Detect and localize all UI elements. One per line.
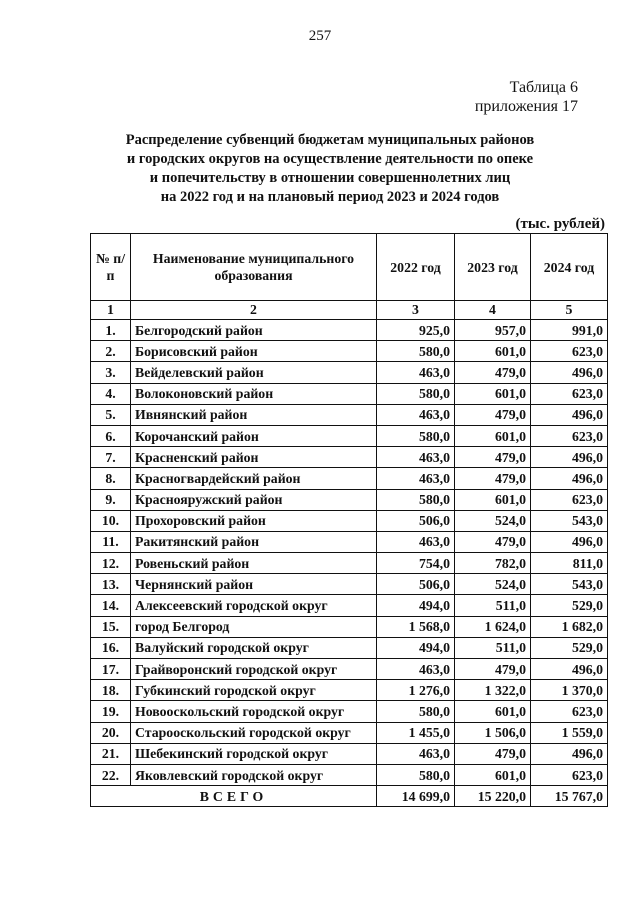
value-2024: 1 682,0 xyxy=(531,616,608,637)
municipality-name: Прохоровский район xyxy=(131,510,377,531)
municipality-name: Новооскольский городской округ xyxy=(131,701,377,722)
total-label: ВСЕГО xyxy=(91,786,377,807)
row-number: 22. xyxy=(91,764,131,785)
header-2022: 2022 год xyxy=(377,234,455,301)
value-2022: 506,0 xyxy=(377,510,455,531)
table-row xyxy=(91,553,608,574)
title-line: и попечительству в отношении совершеннолетних лиц xyxy=(149,170,511,186)
header-2024: 2024 год xyxy=(531,234,608,301)
column-number: 4 xyxy=(455,301,531,320)
table-row xyxy=(91,574,608,595)
table-row xyxy=(91,383,608,404)
column-number: 2 xyxy=(131,301,377,320)
row-number: 3. xyxy=(91,362,131,383)
row-number: 6. xyxy=(91,425,131,446)
value-2022: 580,0 xyxy=(377,383,455,404)
row-number: 5. xyxy=(91,404,131,425)
municipality-name: Ровеньский район xyxy=(131,553,377,574)
table-row xyxy=(91,341,608,362)
value-2022: 463,0 xyxy=(377,531,455,552)
table-reference-line: приложения 17 xyxy=(474,98,578,115)
municipality-name: Губкинский городской округ xyxy=(131,680,377,701)
column-numbers-row xyxy=(91,301,608,320)
row-number: 10. xyxy=(91,510,131,531)
value-2023: 957,0 xyxy=(455,320,531,341)
value-2024: 623,0 xyxy=(531,701,608,722)
value-2022: 463,0 xyxy=(377,468,455,489)
value-2024: 496,0 xyxy=(531,404,608,425)
table-row xyxy=(91,404,608,425)
table-row xyxy=(91,425,608,446)
table-row xyxy=(91,637,608,658)
value-2023: 601,0 xyxy=(455,425,531,446)
value-2023: 1 322,0 xyxy=(455,680,531,701)
value-2022: 580,0 xyxy=(377,701,455,722)
municipality-name: Краснояружский район xyxy=(131,489,377,510)
value-2022: 506,0 xyxy=(377,574,455,595)
subventions-table xyxy=(90,233,608,807)
total-2022: 14 699,0 xyxy=(377,786,455,807)
page-number: 257 xyxy=(308,28,332,44)
value-2023: 479,0 xyxy=(455,743,531,764)
value-2022: 494,0 xyxy=(377,637,455,658)
value-2023: 601,0 xyxy=(455,383,531,404)
municipality-name: Ракитянский район xyxy=(131,531,377,552)
row-number: 2. xyxy=(91,341,131,362)
table-row xyxy=(91,489,608,510)
table-row xyxy=(91,743,608,764)
value-2022: 580,0 xyxy=(377,764,455,785)
value-2023: 1 506,0 xyxy=(455,722,531,743)
row-number: 18. xyxy=(91,680,131,701)
table-row xyxy=(91,722,608,743)
value-2023: 524,0 xyxy=(455,574,531,595)
total-2024: 15 767,0 xyxy=(531,786,608,807)
value-2022: 925,0 xyxy=(377,320,455,341)
value-2022: 463,0 xyxy=(377,404,455,425)
value-2022: 494,0 xyxy=(377,595,455,616)
title-line: и городских округов на осуществление деятельности по опеке xyxy=(126,151,534,167)
municipality-name: Красненский район xyxy=(131,447,377,468)
row-number: 20. xyxy=(91,722,131,743)
value-2024: 496,0 xyxy=(531,362,608,383)
row-number: 21. xyxy=(91,743,131,764)
value-2022: 754,0 xyxy=(377,553,455,574)
municipality-name: Борисовский район xyxy=(131,341,377,362)
value-2024: 623,0 xyxy=(531,764,608,785)
table-row xyxy=(91,468,608,489)
value-2023: 479,0 xyxy=(455,659,531,680)
table-reference-line: Таблица 6 xyxy=(509,79,578,96)
row-number: 7. xyxy=(91,447,131,468)
value-2023: 479,0 xyxy=(455,447,531,468)
header-name: Наименование муниципального образования xyxy=(131,234,377,301)
table-row xyxy=(91,595,608,616)
value-2024: 623,0 xyxy=(531,383,608,404)
value-2022: 463,0 xyxy=(377,447,455,468)
municipality-name: Яковлевский городской округ xyxy=(131,764,377,785)
value-2024: 543,0 xyxy=(531,574,608,595)
row-number: 9. xyxy=(91,489,131,510)
value-2023: 511,0 xyxy=(455,595,531,616)
header-2023: 2023 год xyxy=(455,234,531,301)
municipality-name: Чернянский район xyxy=(131,574,377,595)
table-row xyxy=(91,616,608,637)
value-2023: 601,0 xyxy=(455,764,531,785)
title-line: Распределение субвенций бюджетам муниципальных районов xyxy=(125,132,535,148)
value-2024: 496,0 xyxy=(531,531,608,552)
municipality-name: Валуйский городской округ xyxy=(131,637,377,658)
municipality-name: Алексеевский городской округ xyxy=(131,595,377,616)
row-number: 13. xyxy=(91,574,131,595)
value-2023: 479,0 xyxy=(455,404,531,425)
value-2022: 463,0 xyxy=(377,743,455,764)
document-title xyxy=(60,131,600,207)
row-number: 17. xyxy=(91,659,131,680)
municipality-name: Ивнянский район xyxy=(131,404,377,425)
municipality-name: Шебекинский городской округ xyxy=(131,743,377,764)
column-number: 5 xyxy=(531,301,608,320)
value-2024: 496,0 xyxy=(531,743,608,764)
municipality-name: Волоконовский район xyxy=(131,383,377,404)
row-number: 8. xyxy=(91,468,131,489)
value-2024: 991,0 xyxy=(531,320,608,341)
header-num: № п/п xyxy=(91,234,131,301)
value-2024: 623,0 xyxy=(531,489,608,510)
title-line: на 2022 год и на плановый период 2023 и 2024 годов xyxy=(160,189,500,205)
municipality-name: город Белгород xyxy=(131,616,377,637)
table-row xyxy=(91,701,608,722)
value-2022: 1 568,0 xyxy=(377,616,455,637)
value-2024: 496,0 xyxy=(531,447,608,468)
value-2024: 529,0 xyxy=(531,595,608,616)
value-2024: 496,0 xyxy=(531,468,608,489)
municipality-name: Грайворонский городской округ xyxy=(131,659,377,680)
value-2024: 811,0 xyxy=(531,553,608,574)
value-2022: 463,0 xyxy=(377,362,455,383)
value-2023: 601,0 xyxy=(455,341,531,362)
table-row xyxy=(91,764,608,785)
value-2022: 580,0 xyxy=(377,341,455,362)
column-number: 3 xyxy=(377,301,455,320)
row-number: 4. xyxy=(91,383,131,404)
value-2022: 463,0 xyxy=(377,659,455,680)
value-2024: 623,0 xyxy=(531,425,608,446)
value-2023: 782,0 xyxy=(455,553,531,574)
table-row xyxy=(91,680,608,701)
value-2023: 511,0 xyxy=(455,637,531,658)
value-2023: 601,0 xyxy=(455,701,531,722)
row-number: 14. xyxy=(91,595,131,616)
table-row xyxy=(91,362,608,383)
row-number: 1. xyxy=(91,320,131,341)
row-number: 16. xyxy=(91,637,131,658)
value-2024: 1 370,0 xyxy=(531,680,608,701)
table-header-row xyxy=(91,234,608,301)
value-2022: 580,0 xyxy=(377,489,455,510)
value-2024: 543,0 xyxy=(531,510,608,531)
municipality-name: Красногвардейский район xyxy=(131,468,377,489)
value-2023: 524,0 xyxy=(455,510,531,531)
municipality-name: Старооскольский городской округ xyxy=(131,722,377,743)
table-row xyxy=(91,510,608,531)
value-2024: 1 559,0 xyxy=(531,722,608,743)
table-row xyxy=(91,447,608,468)
row-number: 12. xyxy=(91,553,131,574)
municipality-name: Вейделевский район xyxy=(131,362,377,383)
value-2022: 580,0 xyxy=(377,425,455,446)
municipality-name: Корочанский район xyxy=(131,425,377,446)
units-label: (тыс. рублей) xyxy=(515,216,605,232)
table-row xyxy=(91,659,608,680)
value-2022: 1 455,0 xyxy=(377,722,455,743)
row-number: 15. xyxy=(91,616,131,637)
total-2023: 15 220,0 xyxy=(455,786,531,807)
column-number: 1 xyxy=(91,301,131,320)
table-row xyxy=(91,320,608,341)
value-2023: 601,0 xyxy=(455,489,531,510)
value-2023: 1 624,0 xyxy=(455,616,531,637)
table-reference xyxy=(475,78,578,116)
value-2023: 479,0 xyxy=(455,362,531,383)
row-number: 19. xyxy=(91,701,131,722)
value-2023: 479,0 xyxy=(455,468,531,489)
value-2023: 479,0 xyxy=(455,531,531,552)
value-2022: 1 276,0 xyxy=(377,680,455,701)
row-number: 11. xyxy=(91,531,131,552)
value-2024: 496,0 xyxy=(531,659,608,680)
municipality-name: Белгородский район xyxy=(131,320,377,341)
value-2024: 623,0 xyxy=(531,341,608,362)
value-2024: 529,0 xyxy=(531,637,608,658)
table-row xyxy=(91,531,608,552)
total-row xyxy=(91,786,608,807)
